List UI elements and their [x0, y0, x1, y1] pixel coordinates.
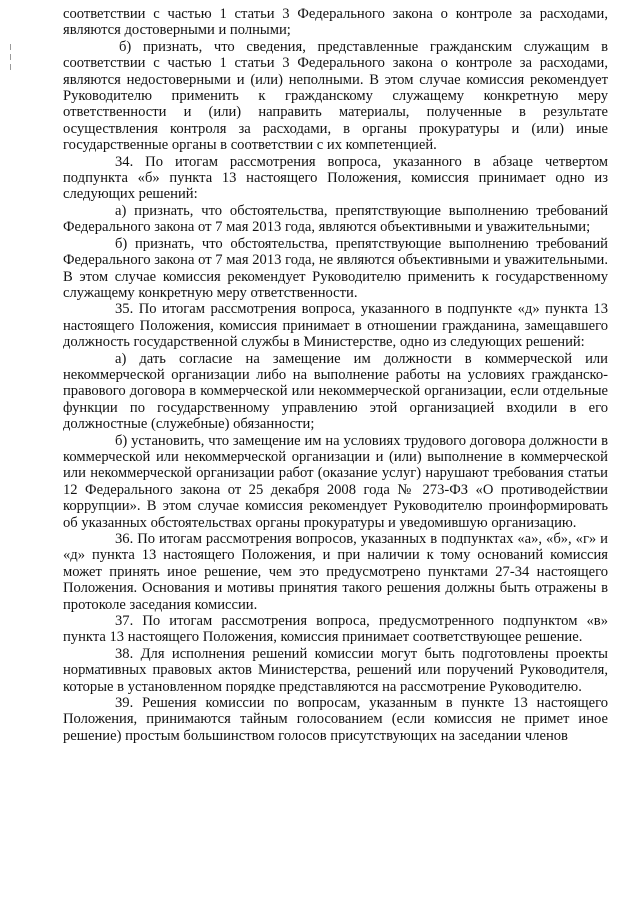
- margin-tick: [10, 54, 11, 60]
- paragraph-35b: б) установить, что замещение им на условиях трудового договора должности в коммерческой или некоммерческой организации и (или) выполнение в коммерческой или некоммерческой организации работ (оказание услуг) нарушают требования статьи 12 Федерального закона от 25 декабря 2008 года № 273-ФЗ «О противодействии коррупции». В этом случае комиссия рекомендует Руководителю проинформировать об указанных обстоятельствах органы прокуратуры и уведомившую организацию.: [63, 432, 608, 531]
- scan-margin-marks: [8, 40, 14, 80]
- paragraph-38: 38. Для исполнения решений комиссии могут быть подготовлены проекты нормативных правовых актов Министерства, решений или поручений Руководителя, которые в установленном порядке представляются на рассмотрение Руководителю.: [63, 645, 608, 695]
- margin-tick: [10, 64, 11, 70]
- paragraph-37: 37. По итогам рассмотрения вопроса, предусмотренного подпунктом «в» пункта 13 настоящего Положения, комиссия принимает соответствующее решение.: [63, 613, 608, 646]
- paragraph-35: 35. По итогам рассмотрения вопроса, указанного в подпункте «д» пункта 13 настоящего Положения, комиссия принимает в отношении гражданина, замещавшего должность государственной службы в Министерстве, одно из следующих решений:: [63, 301, 608, 351]
- paragraph-34b: б) признать, что обстоятельства, препятствующие выполнению требований Федерального закона от 7 мая 2013 года, не являются объективными и уважительными. В этом случае комиссия рекомендует Руководителю применить к государственному служащему конкретную меру ответственности.: [63, 235, 608, 301]
- document-page: [63, 6, 608, 744]
- paragraph-33b: б) признать, что сведения, представленные гражданским служащим в соответствии с частью 1 статьи 3 Федерального закона о контроле за расходами, являются недостоверными и (или) неполными. В этом случае комиссия рекомендует Руководителю применить к гражданскому служащему конкретную меру ответственности и (или) направить материалы, полученные в результате осуществления контроля за расходами, в органы прокуратуры и (или) иные государственные органы в соответствии с их компетенцией.: [63, 38, 608, 154]
- paragraph-34: 34. По итогам рассмотрения вопроса, указанного в абзаце четвертом подпункта «б» пункта 13 настоящего Положения, комиссия принимает одно из следующих решений:: [63, 153, 608, 203]
- paragraph-34a: а) признать, что обстоятельства, препятствующие выполнению требований Федерального закона от 7 мая 2013 года, являются объективными и уважительными;: [63, 202, 608, 236]
- paragraph-fragment: соответствии с частью 1 статьи 3 Федерального закона о контроле за расходами, являются достоверными и полными;: [63, 6, 608, 39]
- paragraph-39: 39. Решения комиссии по вопросам, указанным в пункте 13 настоящего Положения, принимаются тайным голосованием (если комиссия не примет иное решение) простым большинством голосов присутствующих на заседании членов: [63, 695, 608, 744]
- margin-tick: [10, 44, 11, 50]
- paragraph-36: 36. По итогам рассмотрения вопросов, указанных в подпунктах «а», «б», «г» и «д» пункта 13 настоящего Положения, и при наличии к тому оснований комиссия может принять иное решение, чем это предусмотрено пунктами 27-34 настоящего Положения. Основания и мотивы принятия такого решения должны быть отражены в протоколе заседания комиссии.: [63, 531, 608, 613]
- paragraph-35a: а) дать согласие на замещение им должности в коммерческой или некоммерческой организации либо на выполнение работы на условиях гражданско-правового договора в коммерческой или некоммерческой организации, если отдельные функции по государственному управлению этой организацией входили в его должностные (служебные) обязанности;: [63, 350, 608, 433]
